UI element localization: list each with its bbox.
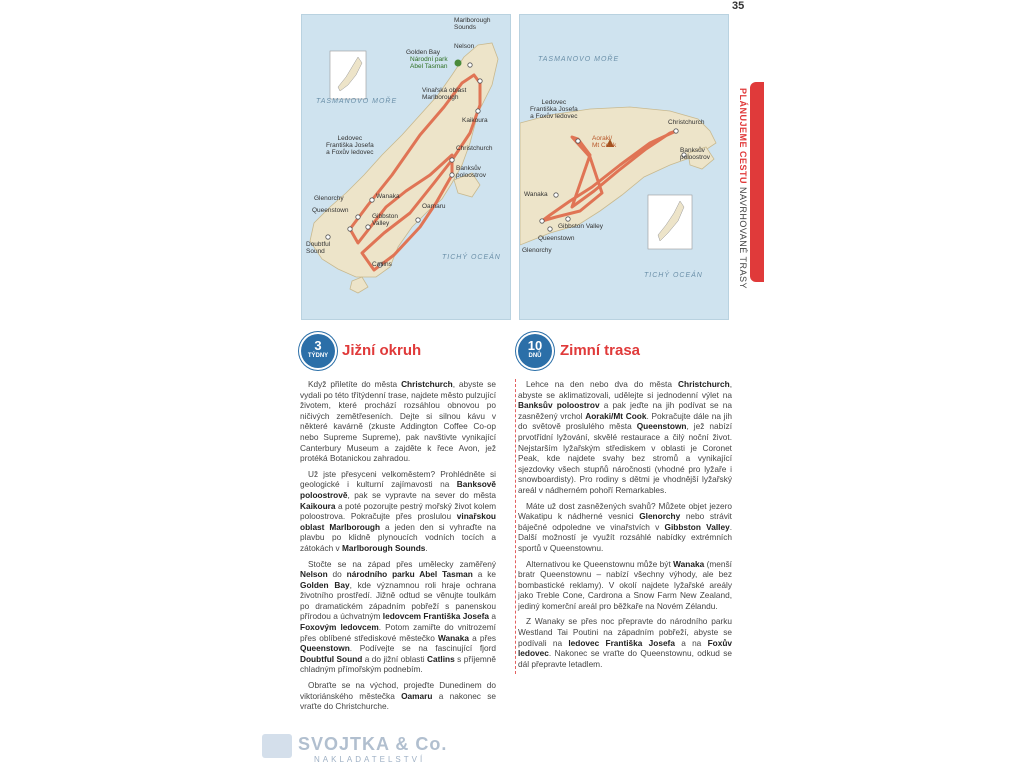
place-name: ledovec Františka Josefa bbox=[568, 637, 675, 648]
chapter-tab bbox=[750, 82, 764, 282]
place-name: Doubtful Sound bbox=[300, 653, 363, 664]
place-name: Catlins bbox=[427, 653, 455, 664]
label-nelson: Nelson bbox=[454, 43, 475, 50]
place-name: Christchurch bbox=[401, 379, 453, 389]
label-glaciers-2: Ledovec Františka Josefa a Foxův ledovec bbox=[530, 99, 578, 120]
place-name: Queenstown bbox=[300, 643, 350, 654]
text: Už jste přesyceni velkoměstem? Prohlédněte si geologické i kulturní zajímavosti na bbox=[300, 468, 496, 490]
text: a jeden den si vyhraďte na plavbu po klidně plynoucích vodních tocích a zátokách v bbox=[300, 521, 496, 553]
place-name: Banksův poloostrov bbox=[518, 400, 600, 411]
paragraph bbox=[518, 379, 732, 496]
text: a poté pozorujte pestrý mořský život kolem poloostrova. Pokračujte přes proslulou bbox=[300, 500, 496, 522]
paragraph bbox=[300, 680, 496, 712]
duration-unit-1: TÝDNY bbox=[307, 353, 329, 359]
text: , pak se vypravte na sever do města bbox=[347, 489, 496, 500]
label-banks-peninsula-2: Banksův poloostrov bbox=[680, 147, 710, 161]
text: . Potom zamiřte do vnitrozemí přes oblíbené střediskové městečko bbox=[300, 622, 496, 643]
text: do bbox=[327, 569, 347, 580]
duration-badge-2 bbox=[518, 334, 552, 368]
sea-label-pacific-2: TICHÝ OCEÁN bbox=[644, 272, 703, 279]
text: a ke bbox=[472, 569, 496, 580]
text: , abyste se vydali po této třítýdenní trase, najdete město pulzující životem, které prochází rozsáhlou obnovou po ničivých zemětřeseních. Dejte si silnou kávu v některé kavárně (zkuste Addington Coffee Co-op nebo Supreme Supreme), pak navštivte vynikající Canterbury Museum a zajděte k řece Avon, jež protéká Botanickou zahradou. bbox=[300, 379, 497, 464]
column-winter-route bbox=[515, 379, 732, 674]
label-golden-bay: Golden Bay bbox=[406, 49, 440, 56]
paragraph bbox=[518, 616, 732, 669]
label-marlborough-sounds: Marlborough Sounds bbox=[454, 17, 491, 31]
text: Z Wanaky se přes noc přepravte do národního parku Westland Tai Poutini na západním pobřeží, abyste se podívali na bbox=[518, 616, 732, 648]
duration-unit-2: DNŮ bbox=[528, 353, 542, 359]
label-christchurch: Christchurch bbox=[456, 145, 493, 152]
place-name: Queenstown bbox=[636, 421, 687, 432]
page-number: 35 bbox=[732, 0, 745, 12]
column-southern-loop bbox=[300, 379, 496, 717]
text: Obraťte se na východ, projeďte Dunedinem do viktoriánského městečka bbox=[300, 680, 496, 701]
route-title-1: Jižní okruh bbox=[342, 342, 422, 359]
duration-badge-1 bbox=[301, 334, 335, 368]
text: . Nakonec se vraťte do Queenstownu, odkud se dál přepravte letadlem. bbox=[518, 648, 732, 669]
text: a nakonec se vraťte do Christchurche. bbox=[300, 690, 496, 712]
label-glaciers: Ledovec Františka Josefa a Foxův ledovec bbox=[326, 135, 374, 156]
place-name: Golden Bay bbox=[300, 579, 350, 590]
label-banks-peninsula: Banksův poloostrov bbox=[456, 165, 486, 179]
text: , kde významnou roli hraje ochrana životního prostředí. Jižně odtud se věnujte toulkám po dramatickém západním pobřeží s panenskou přírodou a úchvatným bbox=[300, 579, 496, 622]
label-glenorchy-2: Glenorchy bbox=[522, 247, 552, 254]
paragraph bbox=[518, 501, 732, 554]
chapter-tab-part2: NAVRHOVANÉ TRASY bbox=[738, 187, 748, 290]
place-name: Kaikoura bbox=[300, 500, 336, 511]
chapter-tab-label bbox=[738, 88, 748, 289]
place-name: Christchurch bbox=[678, 379, 730, 389]
text: Máte už dost zasněžených svahů? Můžete objet jezero Wakatipu k nádherné vesnici bbox=[518, 500, 732, 522]
sea-label-tasman-2: TASMANOVO MOŘE bbox=[538, 56, 620, 63]
publisher-watermark bbox=[262, 728, 462, 768]
label-wanaka-2: Wanaka bbox=[524, 191, 548, 198]
place-name: ledovcem Františka Josefa bbox=[382, 611, 489, 622]
text: , abyste se aklimatizovali, udělejte si jednodenní výlet na bbox=[518, 379, 732, 400]
place-name: národního parku Abel Tasman bbox=[346, 569, 473, 580]
text: a do jižní oblasti bbox=[362, 653, 428, 664]
text: . Pokračujte dále na jih do světově proslulého města bbox=[518, 410, 732, 432]
text: Alternativou ke Queenstownu může být bbox=[526, 558, 674, 569]
place-name: Wanaka bbox=[437, 632, 469, 643]
label-oamaru: Oamaru bbox=[422, 203, 446, 210]
label-glenorchy: Glenorchy bbox=[314, 195, 344, 202]
label-gibbston: Gibbston Valley bbox=[372, 213, 399, 227]
publisher-subtitle: NAKLADATELSTVÍ bbox=[314, 755, 426, 764]
map-southern-loop bbox=[301, 14, 511, 320]
label-gibbston-2: Gibbston Valley bbox=[558, 223, 604, 230]
paragraph bbox=[300, 469, 496, 554]
label-abel-tasman: Národní park Abel Tasman bbox=[410, 56, 448, 70]
label-kaikoura: Kaikoura bbox=[462, 117, 488, 124]
label-christchurch-2: Christchurch bbox=[668, 119, 705, 126]
text: (menší bratr Queenstownu – nabízí všechny výhody, ale bez bombastické reklamy). V okolí najdete lyžařské areály jako Treble Cone, Cardrona a Snow Farm New Zealand, jediný komerční areál pro běžkaře na Novém Zélandu. bbox=[518, 558, 732, 611]
text: . bbox=[425, 542, 428, 553]
duration-number-1: 3 bbox=[314, 338, 322, 353]
place-name: Glenorchy bbox=[639, 511, 681, 522]
text: s příjemně chladným přímořským podnebím. bbox=[300, 653, 496, 675]
text: Když přiletíte do města bbox=[308, 379, 402, 389]
label-marlborough-wine: Vinařská oblast Marlborough bbox=[422, 87, 467, 101]
text: nebo strávit báječné odpoledne ve vinařstvích v bbox=[518, 511, 732, 532]
place-name: Foxův ledovec bbox=[518, 637, 732, 659]
label-doubtful-sound: Doubtful Sound bbox=[306, 241, 331, 255]
text: Lehce na den nebo dva do města bbox=[526, 379, 679, 389]
place-name: Gibbston Valley bbox=[664, 521, 730, 532]
sea-label-pacific: TICHÝ OCEÁN bbox=[442, 254, 501, 261]
text: , jež nabízí prvotřídní lyžování, skvělé restaurace a čilý noční život. Nejstarším lyžařským střediskem v oblasti je Coronet Peak, kde najdete svahy bez stromů a vynikající sjezdovky všech stupňů náročnosti (vhodné pro lyžaře i snowboardisty). Pro rodiny s dětmi je vhodnější lyžařský areál v nádherném pohoří Remarkables. bbox=[518, 421, 733, 495]
publisher-logo-icon bbox=[262, 734, 292, 758]
place-name: Foxovým ledovcem bbox=[300, 622, 379, 633]
text: Stočte se na západ přes umělecky zaměřený bbox=[308, 558, 496, 569]
place-name: vinařskou oblast Marlborough bbox=[300, 511, 496, 532]
text: a na bbox=[674, 637, 708, 648]
label-wanaka: Wanaka bbox=[376, 193, 400, 200]
place-name: Marlborough Sounds bbox=[341, 542, 426, 553]
map-winter-route bbox=[519, 14, 729, 320]
duration-number-2: 10 bbox=[527, 338, 543, 353]
label-aoraki: Aoraki/ Mt Cook bbox=[592, 135, 617, 149]
text: a přes bbox=[469, 632, 496, 643]
label-queenstown-2: Queenstown bbox=[538, 235, 575, 242]
chapter-tab-part1: PLÁNUJEME CESTU bbox=[738, 88, 748, 185]
text: . Další možností je využít rozsáhlé nabídky extrémních sportů v Queenstownu. bbox=[518, 521, 732, 553]
label-queenstown: Queenstown bbox=[312, 207, 349, 214]
sea-label-tasman: TASMANOVO MOŘE bbox=[316, 98, 398, 105]
paragraph bbox=[518, 559, 732, 612]
text: . Podívejte se na fascinující fjord bbox=[349, 643, 496, 654]
route-title-2: Zimní trasa bbox=[560, 342, 641, 359]
label-catlins: Catlins bbox=[372, 261, 392, 268]
place-name: Wanaka bbox=[673, 558, 705, 569]
place-name: Nelson bbox=[300, 569, 328, 580]
place-name: Banksově poloostrově bbox=[300, 479, 496, 500]
place-name: Oamaru bbox=[401, 690, 433, 701]
text: a bbox=[489, 611, 496, 622]
paragraph bbox=[300, 559, 496, 676]
place-name: Aoraki/Mt Cook bbox=[585, 410, 647, 421]
publisher-name: SVOJTKA & Co. bbox=[298, 734, 448, 754]
paragraph bbox=[300, 379, 496, 464]
text: a pak jeďte na jih podívat se na zasněžený vrchol bbox=[518, 400, 732, 421]
